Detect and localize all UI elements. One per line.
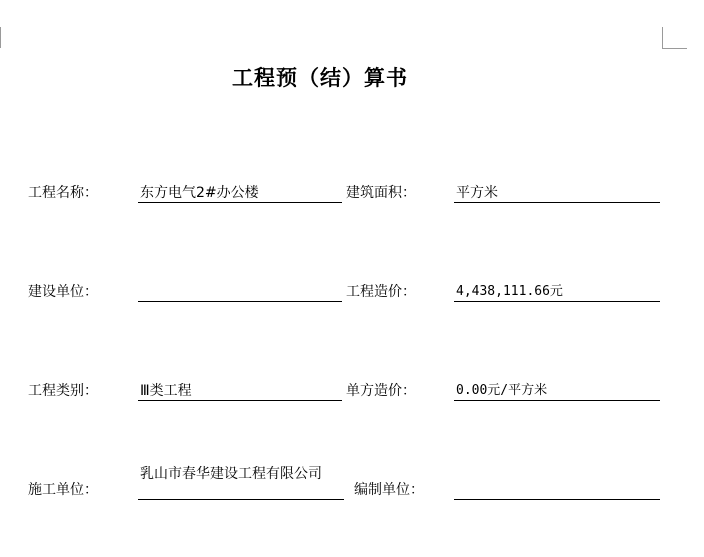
compiler-unit-label: 编制单位： (354, 482, 424, 498)
project-cost-value: 4,438,111.66元 (454, 284, 660, 302)
client-unit-value (138, 284, 342, 302)
contractor-label: 施工单位： (28, 482, 98, 498)
project-category-label: 工程类别： (28, 383, 98, 399)
building-area-value: 平方米 (454, 185, 660, 203)
project-category-value: Ⅲ类工程 (138, 383, 342, 401)
project-cost-label: 工程造价： (346, 284, 416, 300)
project-name-label: 工程名称： (28, 185, 98, 201)
crop-mark-right (662, 27, 687, 49)
project-name-value: 东方电气2#办公楼 (138, 185, 342, 203)
contractor-value: 乳山市春华建设工程有限公司 (138, 466, 344, 500)
unit-cost-label: 单方造价： (346, 383, 416, 399)
building-area-label: 建筑面积： (346, 185, 416, 201)
crop-mark-left (0, 27, 3, 48)
unit-cost-value: 0.00元/平方米 (454, 383, 660, 401)
client-unit-label: 建设单位： (28, 284, 98, 300)
document-title: 工程预（结）算书 (232, 66, 408, 90)
compiler-unit-value (454, 482, 660, 500)
